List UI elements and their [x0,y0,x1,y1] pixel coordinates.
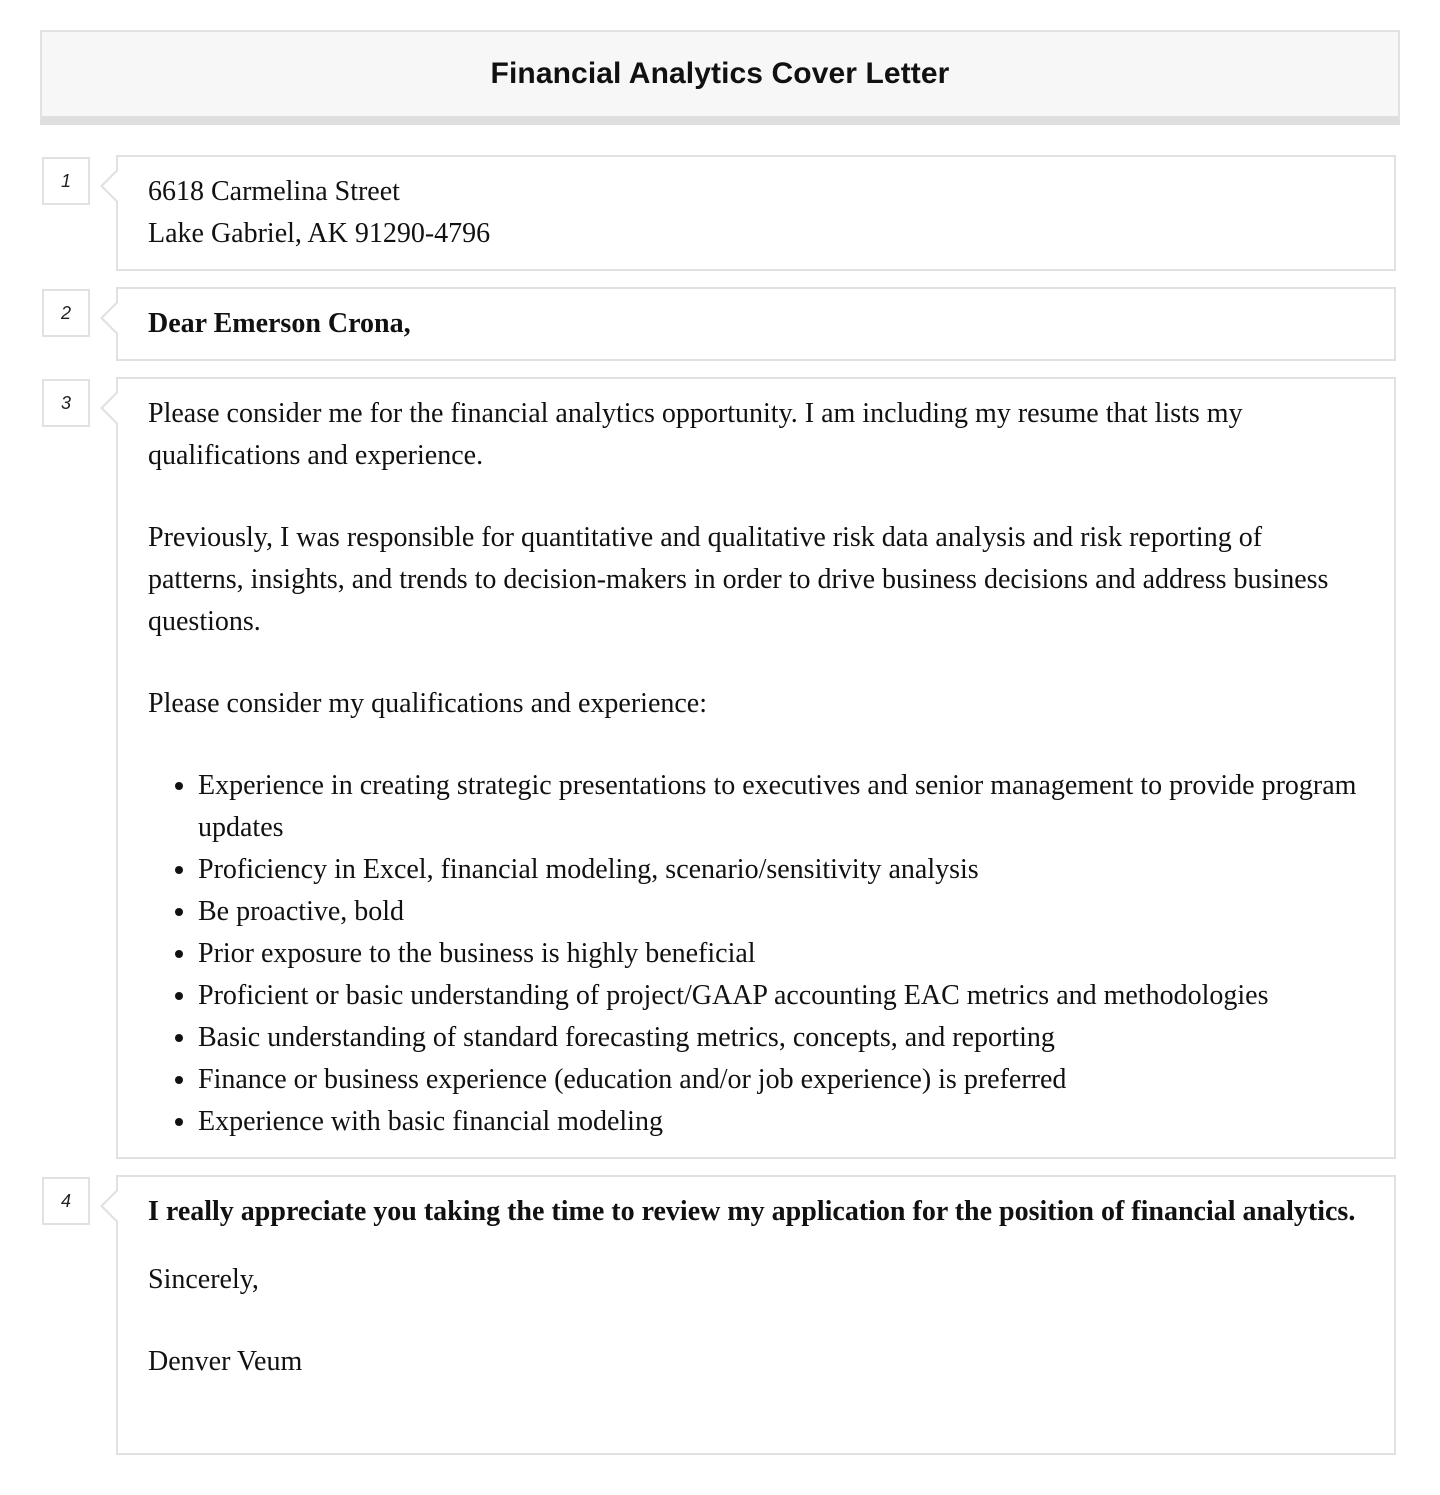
list-item: • Prior exposure to the business is highly beneficial [198,933,1364,975]
intro-paragraph: Please consider me for the financial analytics opportunity. I am including my resume that lists my qualifications and experience. [148,398,1243,471]
page-header [40,30,1400,125]
section-number-3: 3 [42,379,90,427]
section-number-1: 1 [42,157,90,205]
list-item: • Experience in creating strategic presentations to executives and senior management to provide program updates [198,765,1364,849]
body-section [116,377,1396,1159]
list-item: • Be proactive, bold [198,891,1364,933]
qualifications-list [148,765,1364,1143]
list-item: • Proficiency in Excel, financial modeling, scenario/sensitivity analysis [198,849,1364,891]
salutation-section [116,287,1396,361]
address-line-1: 6618 Carmelina Street [148,176,400,207]
page-title: Financial Analytics Cover Letter [490,57,950,90]
address-section [116,155,1396,271]
closing-paragraph: I really appreciate you taking the time to review my application for the position of financial analytics. [148,1196,1356,1227]
address-line-2: Lake Gabriel, AK 91290-4796 [148,218,491,249]
previous-experience-paragraph: Previously, I was responsible for quantitative and qualitative risk data analysis and risk reporting of patterns, insights, and trends to decision-makers in order to drive business decisions and address business questions. [148,522,1329,637]
list-item: • Finance or business experience (education and/or job experience) is preferred [198,1059,1364,1101]
qualifications-intro: Please consider my qualifications and experience: [148,688,708,719]
list-item: • Proficient or basic understanding of project/GAAP accounting EAC metrics and methodologies [198,975,1364,1017]
list-item: • Experience with basic financial modeling [198,1101,1364,1143]
salutation: Dear Emerson Crona, [148,308,411,339]
signature-name: Denver Veum [148,1346,303,1377]
section-number-2: 2 [42,289,90,337]
section-number-4: 4 [42,1177,90,1225]
closing-section [116,1175,1396,1455]
list-item: • Basic understanding of standard forecasting metrics, concepts, and reporting [198,1017,1364,1059]
signoff: Sincerely, [148,1264,259,1295]
